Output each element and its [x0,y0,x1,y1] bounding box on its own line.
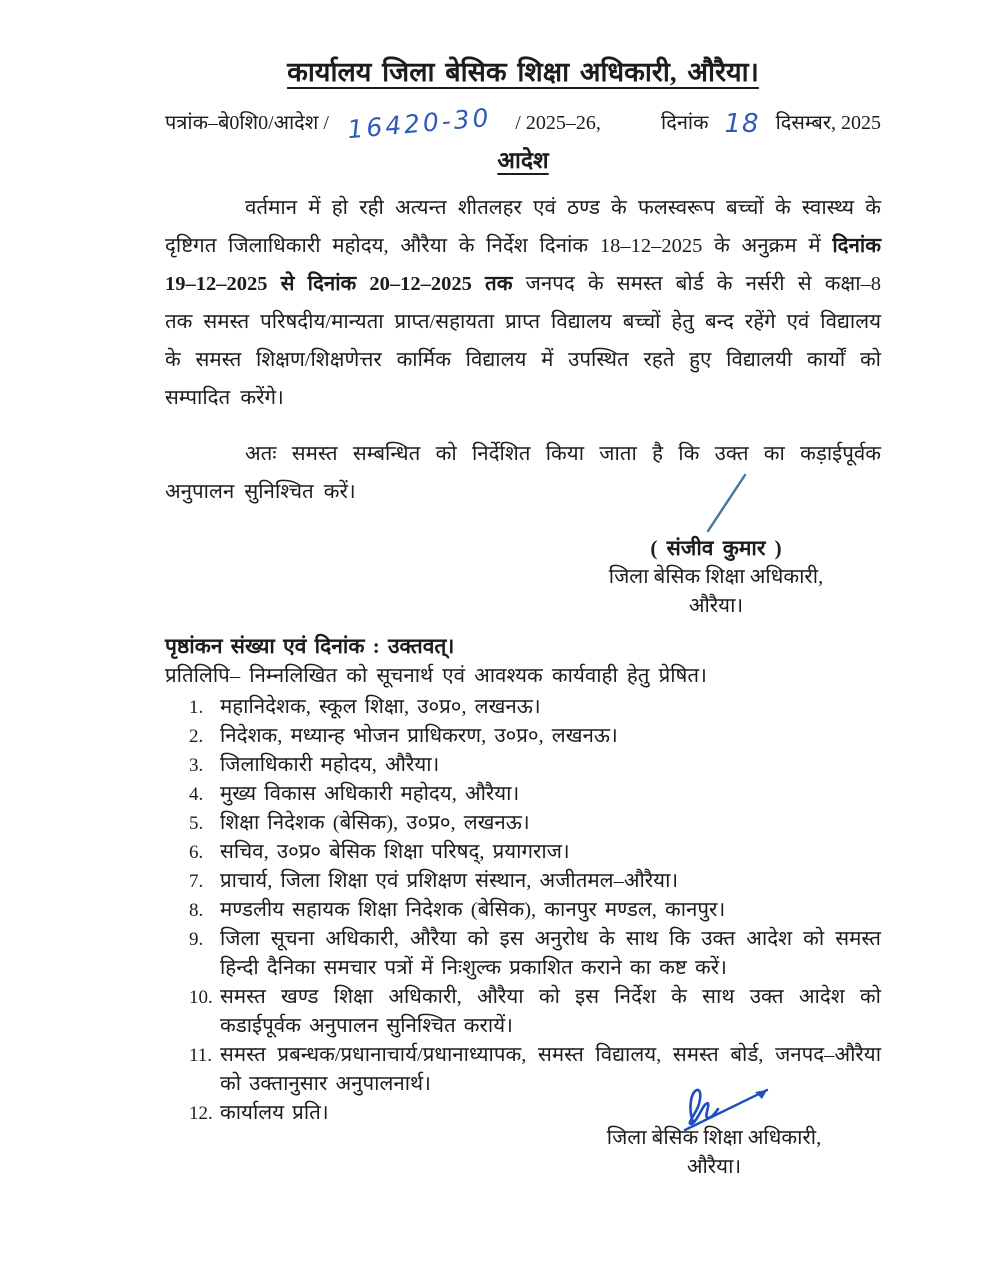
list-item-text: सचिव, उ०प्र० बेसिक शिक्षा परिषद्, प्रयागराज। [220,841,570,863]
signature-block-top [571,533,861,621]
order-heading: आदेश [497,148,549,173]
list-item-number: 1. [189,697,204,718]
body-paragraph-1 [165,189,881,417]
list-item-text: प्राचार्य, जिला शिक्षा एवं प्रशिक्षण संस्थान, अजीतमल–औरैया। [220,870,679,892]
signature-scribble-icon [655,1078,785,1136]
document-content [165,54,881,1182]
list-item-text: जिलाधिकारी महोदय, औरैया। [220,754,440,776]
handwritten-date-day: 18 [724,109,760,139]
copy-list-item [165,693,881,722]
copy-list-item [165,925,881,983]
list-item-text: मुख्य विकास अधिकारी महोदय, औरैया। [220,783,520,805]
signatory-name: ( संजीव कुमार ) [650,536,782,560]
signatory-place: औरैया। [686,1156,742,1178]
page-title: कार्यालय जिला बेसिक शिक्षा अधिकारी, औरैया। [287,57,759,87]
copy-to-line: प्रतिलिपि– निम्नलिखित को सूचनार्थ एवं आवश्यक कार्यवाही हेतु प्रेषित। [165,665,707,687]
list-item-number: 6. [189,842,204,863]
signature-stroke-icon [701,469,753,535]
paragraph-text: वर्तमान में हो रही अत्यन्त शीतलहर एवं ठण्ड के फलस्वरूप बच्चों के स्वास्थ्य के दृष्टिगत जिलाधिकारी महोदय, औरैया के निर्देश दिनांक 18–12–2025 के अनुक्रम में [165,197,881,257]
signature-block-bottom [569,1124,859,1182]
list-item-text: मण्डलीय सहायक शिक्षा निदेशक (बेसिक), कानपुर मण्डल, कानपुर। [220,899,726,921]
list-item-number: 4. [189,784,204,805]
list-item-text: समस्त खण्ड शिक्षा अधिकारी, औरैया को इस निर्देश के साथ उक्त आदेश को कडाईपूर्वक अनुपालन सुनिश्चित करायें। [220,986,881,1037]
list-item-number: 8. [189,900,204,921]
copy-list-item [165,722,881,751]
list-item-number: 3. [189,755,204,776]
list-item-number: 2. [189,726,204,747]
closure-dates-bold: दिनांक 19–12–2025 से दिनांक 20–12–2025 तक [165,235,881,295]
copy-list-item [165,780,881,809]
list-item-text: महानिदेशक, स्कूल शिक्षा, उ०प्र०, लखनऊ। [220,696,541,718]
list-item-number: 10. [189,987,213,1008]
list-item-number: 12. [189,1103,213,1124]
copy-list-item [165,867,881,896]
paragraph-text: जनपद के समस्त बोर्ड के नर्सरी से कक्षा–8 तक समस्त परिषदीय/मान्यता प्राप्त/सहायता प्राप्त विद्यालय बच्चों हेतु बन्द रहेंगे एवं विद्यालय के समस्त शिक्षण/शिक्षणेत्तर कार्मिक विद्यालय में उपस्थित रहते हुए विद्यालयी कार्यों को सम्पादित करेंगे। [165,273,882,409]
letter-number-year: / 2025–26, [515,112,601,134]
copy-list-item [165,809,881,838]
copy-recipient-list [165,693,881,1128]
list-item-number: 7. [189,871,204,892]
list-item-number: 9. [189,929,204,950]
list-item-text: जिला सूचना अधिकारी, औरैया को इस अनुरोध के साथ कि उक्त आदेश को समस्त हिन्दी दैनिका समचार पत्रों में निःशुल्क प्रकाशित कराने का कष्ट करें। [220,928,881,979]
letter-number-prefix: पत्रांक–बे0शि0/आदेश / [165,112,329,134]
signatory-title: जिला बेसिक शिक्षा अधिकारी, [608,566,824,588]
reference-line [165,102,881,145]
list-item-number: 5. [189,813,204,834]
copy-list-item [165,983,881,1041]
list-item-text: निदेशक, मध्यान्ह भोजन प्राधिकरण, उ०प्र०, लखनऊ। [220,725,618,747]
date-month-year: दिसम्बर, 2025 [775,112,881,134]
signatory-title: जिला बेसिक शिक्षा अधिकारी, [606,1127,822,1149]
list-item-text: शिक्षा निदेशक (बेसिक), उ०प्र०, लखनऊ। [220,812,530,834]
signatory-place: औरैया। [688,595,744,617]
list-item-text: कार्यालय प्रति। [220,1102,329,1124]
list-item-text: समस्त प्रबन्धक/प्रधानाचार्य/प्रधानाध्यापक, समस्त विद्यालय, समस्त बोर्ड, जनपद–औरैया को उक्तानुसार अनुपालनार्थ। [220,1044,881,1095]
endorsement-heading: पृष्ठांकन संख्या एवं दिनांक : उक्तवत्। [165,634,455,658]
copy-list-item [165,751,881,780]
date-label: दिनांक [661,112,709,134]
handwritten-letter-number: 16420-30 [346,102,493,145]
list-item-number: 11. [189,1045,213,1066]
copy-list-item [165,896,881,925]
body-paragraph-2: अतः समस्त सम्बन्धित को निर्देशित किया जाता है कि उक्त का कड़ाईपूर्वक अनुपालन सुनिश्चित करें। [165,443,881,503]
copy-list-item [165,838,881,867]
